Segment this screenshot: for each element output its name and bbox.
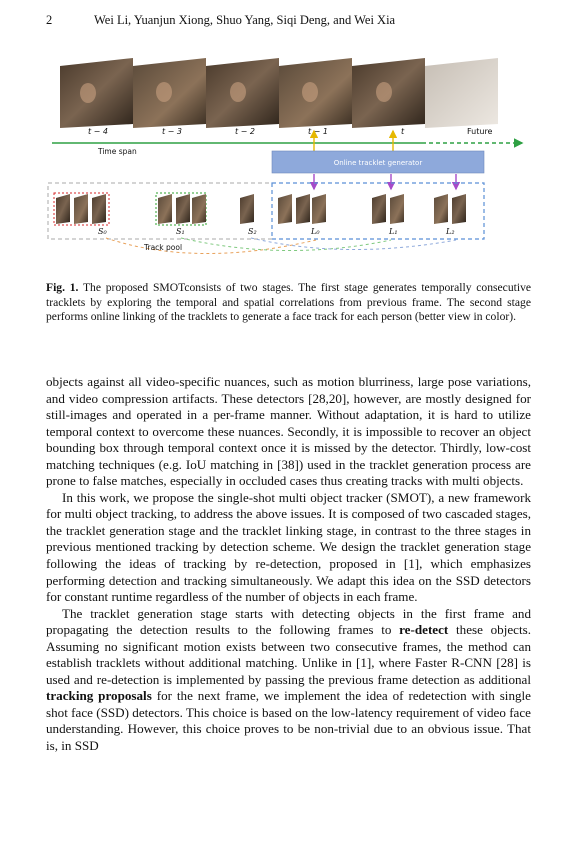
- frame-label-future: Future: [467, 127, 493, 136]
- tracklet-l0: [278, 194, 326, 224]
- link-arc: [106, 238, 316, 254]
- paragraph-3-bold-tracking-proposals: tracking proposals: [46, 688, 152, 704]
- frame-label-t-4: t − 4: [88, 127, 109, 136]
- paragraph-2: In this work, we propose the single-shot multi object tracker (SMOT), a new framework for multi object tracking, to address the above issues. It is composed of two cascaded stages, the tracklet generation stage and the tracklet linking stage, in contrast to the three stages in previous mentioned tracking by detection scheme. We design the tracklet generation stage following the ideas of tracking by re-detection, proposed in [1], which emphasizes performing detection and tracking simultaneously. We adapt this idea on the SSD detectors for constant runtime regardless of the number of objects in each frame.: [46, 489, 531, 605]
- frame-label-t: t: [401, 127, 405, 136]
- paragraph-3-part-a: The tracklet generation stage starts with detecting objects in the first frame and propagating the detection results to the following frames to: [46, 605, 531, 638]
- link-arc: [251, 238, 456, 250]
- frame-label-t-3: t − 3: [162, 127, 183, 136]
- caption-text: The proposed SMOTconsists of two stages. The first stage generates temporally consecutive tracklets by exploring the temporal and spatial correlations from previous frame. The second stage performs online linking of the tracklets to generate a face track for each person (better view in color).: [46, 281, 532, 324]
- paragraph-3: [46, 606, 531, 755]
- paragraph-3-bold-redetect: re-detect: [399, 622, 449, 638]
- frame-future: [425, 58, 498, 128]
- page-number: 2: [46, 13, 53, 27]
- caption-label: Fig. 1.: [46, 281, 79, 294]
- frame-label-t-2: t − 2: [235, 127, 256, 136]
- figure-1: [46, 48, 531, 270]
- running-authors: Wei Li, Yuanjun Xiong, Shuo Yang, Siqi Deng, and Wei Xia: [94, 13, 396, 27]
- label-l2: L₂: [446, 227, 455, 236]
- paragraph-1: objects against all video-specific nuances, such as motion blurriness, large pose variations, and video compression artifacts. These detectors [28,20], however, are mostly designed for still-images and operated in a per-frame manner. Without adaptation, it is hard to utilize temporal context to overcome these nuances. Secondly, it is impossible to recover an object bounding box through temporal context once it is missed by the detector. Thirdly, low-cost matching techniques (e.g. IoU matching in [38]) used in the tracklet generation process are prone to false matches, especially in occluded cases thus creating tracks with multi objects.: [46, 374, 531, 489]
- paragraph-3-part-b: these objects. Assuming no significant motion exists between two consecutive frames, the method can establish tracklets without additional matching. Unlike in [1], where Faster R-CNN [28] is used and re-detection is implemented by passing the previous frame detection as additional: [46, 622, 532, 687]
- track-pool-label: Track pool: [144, 243, 183, 252]
- label-s0: S₀: [98, 227, 107, 236]
- frame-label-t-1: t − 1: [308, 127, 329, 136]
- body-text: [46, 374, 531, 755]
- figure-caption: [46, 281, 531, 325]
- label-s1: S₁: [176, 227, 185, 236]
- paragraph-3-part-c: for the next frame, we implement the idea of redetection with single shot face (SSD) detectors. This choice is based on the low-latency requirement of video face understanding. However, this choice proves to be non-trivial due to an obvious issue. That is, in SSD: [46, 688, 531, 754]
- time-span-label: Time span: [98, 147, 137, 156]
- link-arc: [181, 238, 391, 251]
- online-tracklet-generator-label: Online tracklet generator: [333, 159, 423, 167]
- video-frames: [60, 58, 498, 128]
- label-s2: S₂: [248, 227, 257, 236]
- label-l0: L₀: [311, 227, 320, 236]
- tracklet-s2: [240, 194, 254, 224]
- tracklet-l2: [434, 194, 466, 224]
- page-header: [46, 10, 531, 30]
- label-l1: L₁: [389, 227, 398, 236]
- tracklet-s0: [54, 193, 109, 225]
- frame-t-4: [60, 58, 133, 128]
- tracklet-s1: [156, 193, 206, 225]
- tracklet-l1: [372, 194, 404, 224]
